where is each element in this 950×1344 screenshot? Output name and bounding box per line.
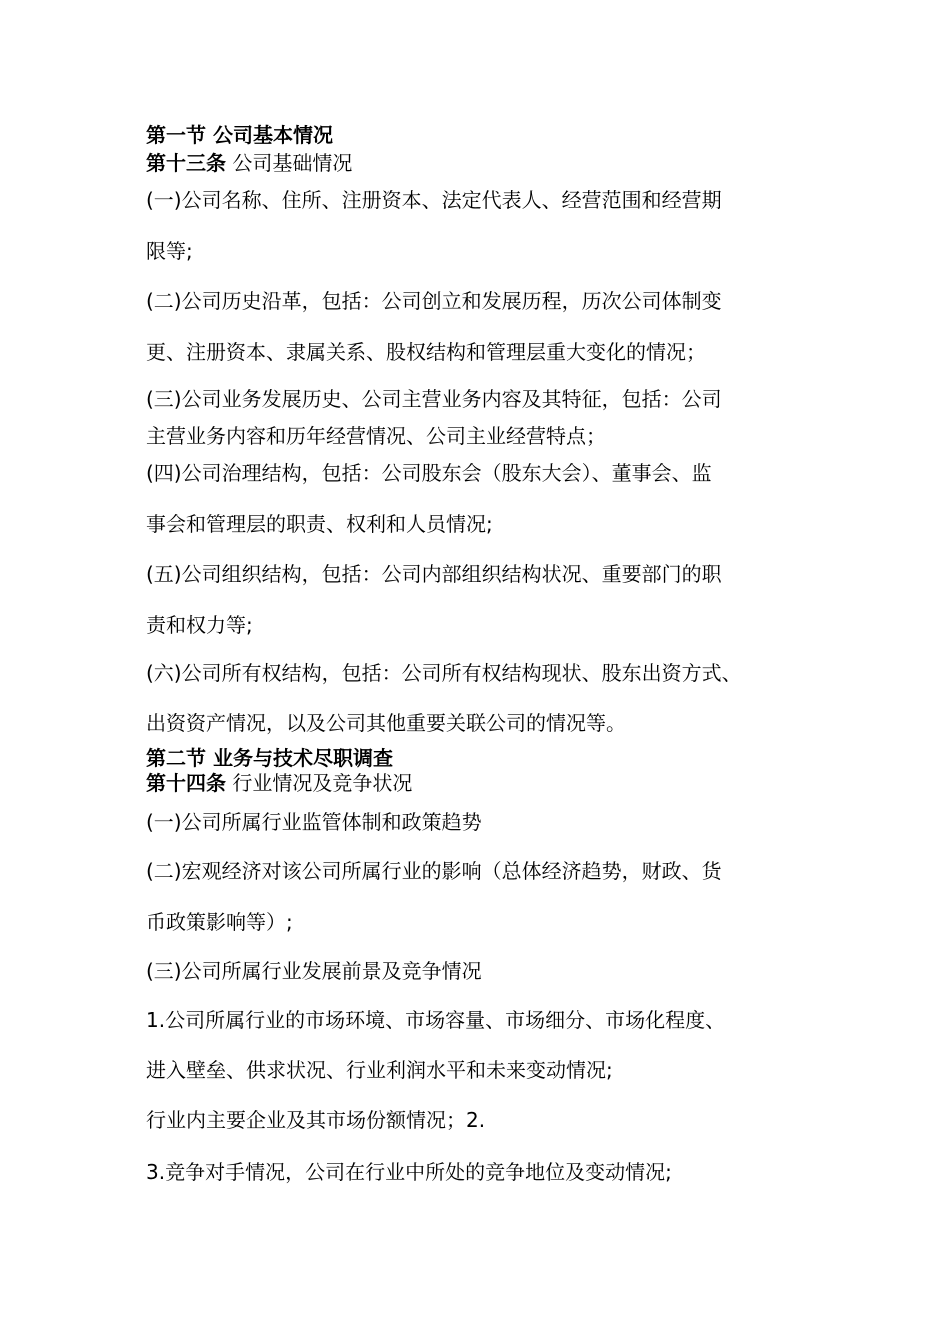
s1-item-2-line-1: (二)公司历史沿革，包括：公司创立和发展历程，历次公司体制变 — [146, 289, 722, 313]
s2-item-1-line-1: (一)公司所属行业监管体制和政策趋势 — [146, 810, 482, 834]
s2-item-2-line-2: 币政策影响等）; — [146, 910, 293, 934]
s1-item-1-line-1: (一)公司名称、住所、注册资本、法定代表人、经营范围和经营期 — [146, 188, 722, 212]
section-2-title: 第二节 业务与技术尽职调查 — [146, 746, 393, 770]
s1-item-3-line-2: 主营业务内容和历年经营情况、公司主业经营特点； — [146, 424, 606, 448]
article-14 — [146, 771, 412, 795]
article-14-heading: 行业情况及竞争状况 — [232, 771, 413, 795]
s1-item-4-line-2: 事会和管理层的职责、权利和人员情况; — [146, 512, 493, 536]
s1-item-6-line-1: (六)公司所有权结构，包括：公司所有权结构现状、股东出资方式、 — [146, 661, 742, 685]
article-13-label: 第十三条 — [146, 151, 226, 175]
s1-item-4-line-1: (四)公司治理结构，包括：公司股东会（股东大会）、董事会、监 — [146, 461, 712, 485]
article-13-heading: 公司基础情况 — [232, 151, 353, 175]
s2-item-3-line-1: (三)公司所属行业发展前景及竞争情况 — [146, 959, 482, 983]
s1-item-3-line-1: (三)公司业务发展历史、公司主营业务内容及其特征，包括：公司 — [146, 387, 722, 411]
article-14-label: 第十四条 — [146, 771, 226, 795]
s2-item-6-line-1: 3.竞争对手情况，公司在行业中所处的竞争地位及变动情况; — [146, 1160, 672, 1184]
section-1-title: 第一节 公司基本情况 — [146, 123, 333, 147]
s2-item-2-line-1: (二)宏观经济对该公司所属行业的影响（总体经济趋势，财政、货 — [146, 859, 722, 883]
s2-item-4-line-1: 1.公司所属行业的市场环境、市场容量、市场细分、市场化程度、 — [146, 1008, 726, 1032]
s1-item-6-line-2: 出资资产情况，以及公司其他重要关联公司的情况等。 — [146, 711, 626, 735]
s2-item-4-line-2: 进入壁垒、供求状况、行业利润水平和未来变动情况; — [146, 1058, 613, 1082]
s1-item-5-line-2: 责和权力等; — [146, 613, 253, 637]
s1-item-1-line-2: 限等; — [146, 239, 193, 263]
article-13 — [146, 151, 352, 175]
s1-item-5-line-1: (五)公司组织结构，包括：公司内部组织结构状况、重要部门的职 — [146, 562, 722, 586]
s1-item-2-line-2: 更、注册资本、隶属关系、股权结构和管理层重大变化的情况； — [146, 340, 706, 364]
s2-item-5-line-1: 行业内主要企业及其市场份额情况；2. — [146, 1108, 486, 1132]
